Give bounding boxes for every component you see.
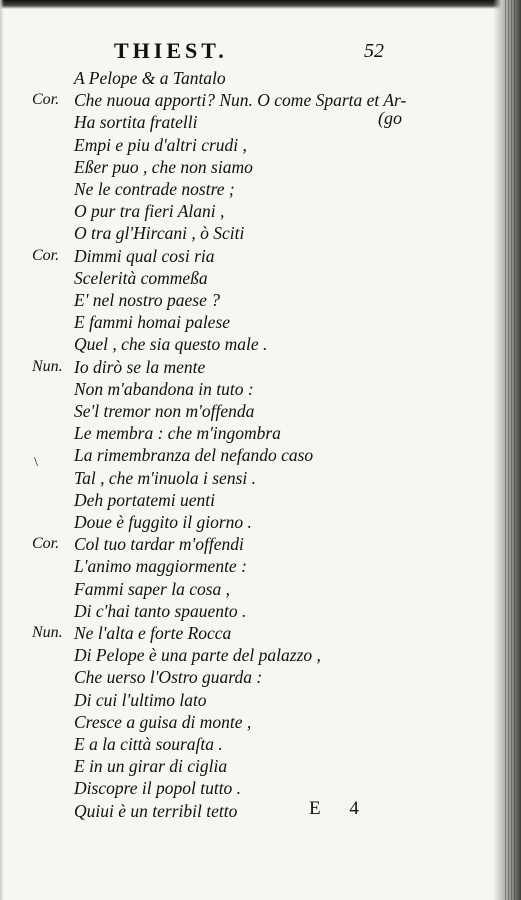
running-head: THIEST. [114, 38, 228, 63]
verse-line [0, 600, 480, 622]
verse-text: O tra gl'Hircani , ò Sciti [74, 223, 245, 244]
verse-line [0, 178, 480, 200]
verse-text: Col tuo tardar m'offendi [74, 534, 244, 555]
verse-text: E a la città souraſta . [74, 734, 223, 754]
verse-line [0, 245, 480, 267]
verse-text: E in un girar di ciglia [74, 756, 228, 777]
speaker-label: Nun. [32, 357, 63, 375]
verse-text: Le membra : che m'ingombra [74, 423, 281, 444]
verse-line [0, 644, 480, 666]
verse-text: E' nel nostro paese ? [74, 290, 220, 310]
page-stack-lines [505, 0, 515, 900]
verse-text: Dimmi qual cosi ria [74, 245, 215, 266]
verse-line [0, 666, 480, 688]
verse-line [0, 356, 480, 378]
verse-line [0, 689, 480, 711]
verse-text: Di c'hai tanto spauento . [74, 600, 247, 621]
verse-text: Scelerità commeßa [74, 267, 208, 288]
verse-text: A Pelope & a Tantalo [74, 68, 226, 88]
signature-mark: E 4 [309, 798, 371, 819]
verse-line [0, 222, 480, 244]
verse-text: Deh portatemi uenti [74, 489, 215, 510]
verse-line [0, 89, 480, 111]
verse-line [0, 134, 480, 156]
verse-line [0, 289, 480, 311]
verse-text: E fammi homai palese [74, 312, 231, 333]
verse-line [0, 733, 480, 755]
verse-text: Che nuoua apporti? Nun. O come Sparta et Ar- [74, 90, 407, 111]
verse-text: Ha sortita fratelli [74, 112, 198, 133]
verse-line [0, 200, 480, 222]
verse-line [0, 311, 480, 333]
verse-text: Che uerso l'Ostro guarda : [74, 667, 263, 688]
page-number: 52 [364, 40, 384, 62]
verse-line [0, 711, 480, 733]
scan-edge-top [0, 0, 521, 9]
verse-line [0, 489, 480, 511]
verse-text: Ne le contrade nostre ; [74, 179, 235, 199]
verse-line [0, 400, 480, 422]
verse-line [0, 67, 480, 89]
verse-text: Io dirò se la mente [74, 356, 206, 377]
verse-line [0, 156, 480, 178]
verse-line [0, 578, 480, 600]
speaker-label: Cor. [32, 91, 60, 109]
verse-line [0, 622, 480, 644]
verse-text: Di Pelope è una parte del palazzo , [74, 645, 321, 666]
verse-text: Cresce a guisa di monte , [74, 711, 252, 732]
verse-line [0, 267, 480, 289]
verse-line [0, 533, 480, 555]
verse-line [0, 378, 480, 400]
margin-note: (go [378, 108, 402, 128]
verse-line [0, 777, 480, 799]
verse-line [0, 800, 480, 822]
verse-line [0, 422, 480, 444]
verse-line [0, 111, 480, 133]
verse-text: Doue è fuggito il giorno . [74, 512, 252, 532]
verse-text: Quiui è un terribil tetto [74, 800, 238, 821]
verse-text: Ne l'alta e forte Rocca [74, 623, 232, 643]
verse-line [0, 511, 480, 533]
verse-text: Tal , che m'inuola i sensi . [74, 467, 256, 488]
verse-line [0, 755, 480, 777]
speaker-label: Cor. [32, 246, 60, 264]
verse-text: Non m'abandona in tuto : [74, 378, 254, 399]
verse-text: Se'l tremor non m'offenda [74, 401, 255, 421]
verse-line [0, 333, 480, 355]
verse-line [0, 467, 480, 489]
verse-text: Quel , che sia questo male . [74, 334, 268, 355]
speaker-label: Cor. [32, 535, 60, 553]
verse-text: L'animo maggiormente : [74, 556, 247, 577]
margin-tick-mark: \ [34, 455, 38, 470]
verse-text: La rimembranza del nefando caso [74, 445, 314, 466]
speaker-label: Nun. [32, 624, 63, 641]
verse-text: Di cui l'ultimo lato [74, 689, 207, 710]
verse-text: Fammi saper la cosa , [74, 578, 231, 599]
verse-line [0, 555, 480, 577]
verse-line [0, 444, 480, 466]
verse-text: Empi e piu d'altri crudi , [74, 134, 247, 155]
verse-text: Discopre il popol tutto . [74, 778, 242, 799]
verse-text: Eßer puo , che non siamo [74, 156, 253, 177]
verse-text: O pur tra fieri Alani , [74, 201, 225, 222]
